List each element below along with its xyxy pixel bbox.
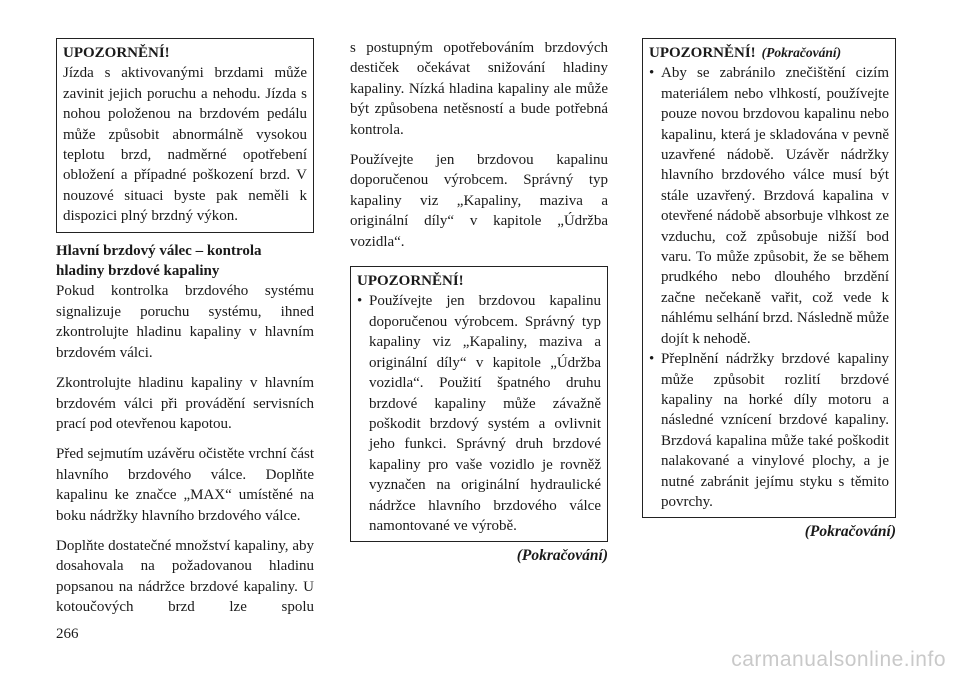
warning-box-driving-with-brakes	[56, 38, 314, 233]
column-right	[642, 38, 896, 543]
warning-box-brake-fluid-type	[350, 266, 608, 542]
warning-box-continued	[642, 38, 896, 518]
continued-label: (Pokračování)	[516, 547, 608, 565]
section-heading-line2: hladiny brzdové kapaliny	[56, 263, 220, 280]
warning-title: UPOZORNĚNÍ!	[649, 45, 756, 61]
warning-list-item-overfill: • Přeplnění nádržky brzdové kapaliny může způsobit rozlití brzdové kapaliny na horké díly motoru a následné vznícení brzdové kapaliny. Brzdová kapalina může také poškodit nalakované a vinylové plochy, a je nutné zabránit jejímu styku s těmito povrchy.	[649, 349, 889, 512]
column-left	[56, 38, 314, 628]
continued-label: (Pokračování)	[804, 523, 896, 541]
column-middle	[350, 38, 608, 567]
paragraph-clean-cap: Před sejmutím uzávěru očistěte vrchní část hlavního brzdového válce. Doplňte kapalinu ke značce „MAX“ umístěné na boku nádržky hlavního brzdového válce.	[56, 446, 314, 524]
warning-list	[649, 63, 889, 512]
warning-title: UPOZORNĚNÍ!	[357, 273, 464, 290]
warning-header	[649, 43, 889, 63]
watermark: carmanualsonline.info	[731, 648, 946, 671]
warning-title: UPOZORNĚNÍ!	[63, 45, 170, 61]
warning-list	[357, 291, 601, 536]
paragraph-recommended-fluid: Používejte jen brzdovou kapalinu doporučenou výrobcem. Správný typ kapaliny viz „Kapaliny, maziva a originální díly“ v kapitole „Údržba vozidla“.	[350, 152, 608, 250]
warning-list-item: • Používejte jen brzdovou kapalinu doporučenou výrobcem. Správný typ kapaliny viz „Kapaliny, maziva a originální díly“ v kapitole „Údržba vozidla“. Použití špatného druhu brzdové kapaliny může závažně poškodit brzdový systém a ovlivnit jeho funkci. Správný druh brzdové kapaliny pro vaše vozidlo je rovněž vyznačen na originální hydraulické nádržce hlavního brzdového válce namontované ve výrobě.	[357, 291, 601, 536]
section-heading-line1: Hlavní brzdový válec – kontrola	[56, 242, 262, 259]
paragraph-warning-light: Pokud kontrolka brzdového systému signalizuje poruchu systému, ihned zkontrolujte hladinu kapaliny v hlavním brzdovém válci.	[56, 283, 314, 361]
section-heading	[56, 241, 314, 282]
page-number: 266	[56, 626, 79, 642]
paragraph-fill-fluid: Doplňte dostatečné množství kapaliny, aby dosahovala na požadovanou hladinu popsanou na nádržce brzdové kapaliny. U kotoučových brzd lze spolu	[56, 537, 314, 616]
paragraph-pad-wear: s postupným opotřebováním brzdových destiček očekávat snižování hladiny kapaliny. Nízká hladina kapaliny ale může být způsobena netěsností a bude potřebná kontrola.	[350, 40, 608, 138]
paragraph-check-level: Zkontrolujte hladinu kapaliny v hlavním brzdovém válci při provádění servisních prací pod otevřenou kapotou.	[56, 375, 314, 432]
warning-subtitle: (Pokračování)	[761, 45, 842, 60]
warning-text: Jízda s aktivovanými brzdami může zavinit jejich poruchu a nehodu. Jízda s nohou položenou na brzdovém pedálu může způsobit abnormálně vysokou teplotu brzd, nadměrné opotřebení obložení a případné poškození brzd. V nouzové situaci byste pak neměli k dispozici plný brzdný výkon.	[63, 65, 307, 225]
warning-list-item-contamination: • Aby se zabránilo znečištění cizím materiálem nebo vlhkostí, používejte pouze novou brzdovou kapalinu nebo kapalinu, která je skladována v pevně uzavřené nádobě. Uzávěr nádržky hlavního brzdového válce musí být stále uzavřený. Brzdová kapalina v otevřené nádobě absorbuje vlhkost ze vzduchu, což způsobuje nižší bod varu. To může způsobit, že se během prudkého nebo dlouhého brzdění začne nečekaně vařit, což vede k náhlému selhání brzd. Následně může dojít k nehodě.	[649, 63, 889, 349]
